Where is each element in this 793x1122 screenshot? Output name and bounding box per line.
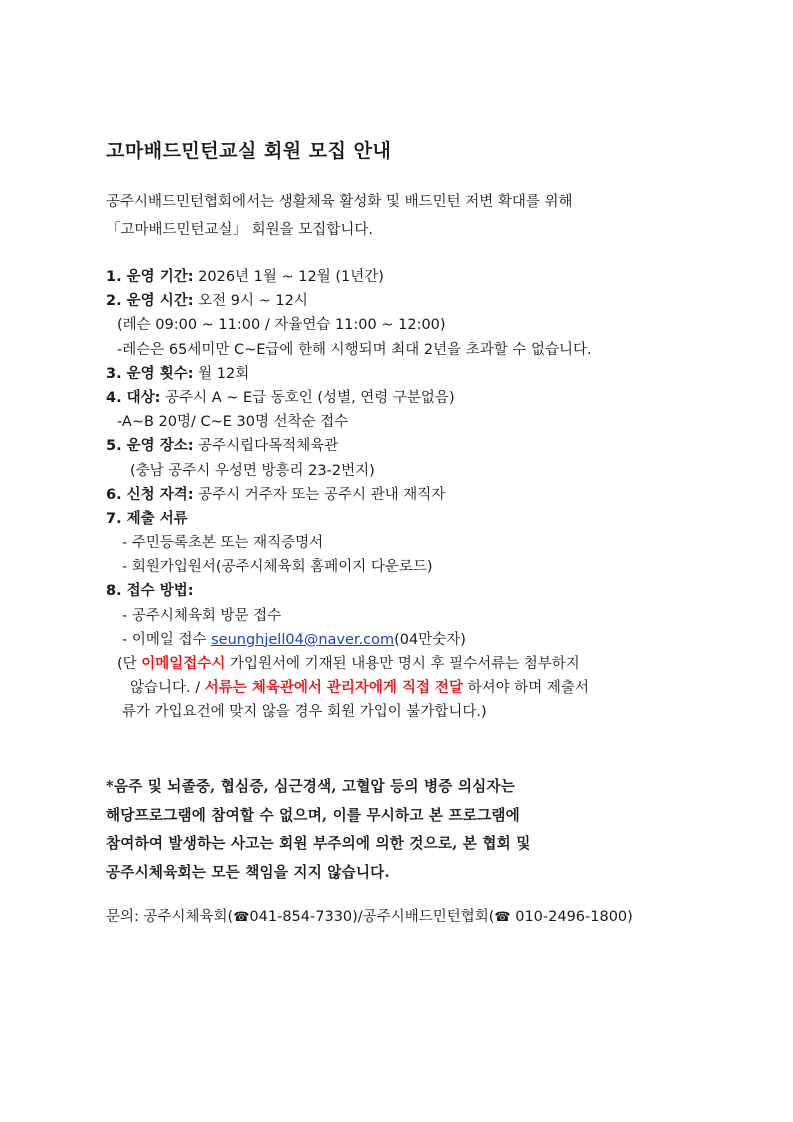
item-detail: - 회원가입원서(공주시체육회 홈페이지 다운로드)	[122, 559, 433, 576]
item-value: 공주시립다목적체육관	[193, 438, 339, 455]
warning-line-4: 공주시체육회는 모든 책임을 지지 않습니다.	[106, 863, 390, 881]
note-text: 않습니다. /	[130, 680, 205, 697]
item-documents: 7. 제출 서류	[106, 510, 188, 527]
note-open: (단	[117, 656, 142, 672]
note-text: 가입원서에 기재된 내용만 명시 후 필수서류는 첨부하지	[225, 656, 580, 672]
phone-number-badminton-association: 010-2496-1800	[510, 909, 628, 925]
warning-line-1: *음주 및 뇌졸중, 협심증, 심근경색, 고혈압 등의 병증 의심자는	[106, 778, 516, 795]
item-detail: - 주민등록초본 또는 재직증명서	[122, 535, 324, 552]
item-operation-period	[106, 265, 592, 289]
intro-line-1: 공주시배드민턴협회에서는 생활체육 활성화 및 배드민턴 저변 확대를 위해	[106, 194, 573, 210]
item-label: 2. 운영 시간:	[106, 293, 194, 310]
note-highlight-documents: 서류는 체육관에서 관리자에게 직접 전달	[204, 680, 464, 697]
email-suffix: (04만숫자)	[394, 631, 466, 648]
note-line-3: 류가 가입요건에 맞지 않을 경우 회원 가입이 불가합니다.)	[122, 704, 487, 721]
email-prefix: - 이메일 접수	[122, 631, 212, 648]
phone-number-sports-council: 041-854-7330	[249, 909, 353, 925]
item-value: 2026년 1월 ~ 12월 (1년간)	[193, 269, 384, 285]
item-target	[106, 386, 592, 410]
item-value: 공주시 A ~ E급 동호인 (성별, 연령 구분없음)	[160, 389, 455, 406]
item-operation-time	[106, 289, 592, 313]
intro-line-2: 「고마배드민턴교실」 회원을 모집합니다.	[106, 222, 373, 238]
item-value: 오전 9시 ~ 12시	[193, 293, 308, 310]
item-label: 5. 운영 장소:	[106, 438, 194, 455]
item-detail: (레슨 09:00 ~ 11:00 / 자율연습 11:00 ~ 12:00)	[117, 317, 446, 334]
page-title: 고마배드민턴교실 회원 모집 안내	[106, 140, 392, 162]
phone-icon: ☎	[233, 910, 250, 925]
item-detail: - 공주시체육회 방문 접수	[122, 607, 282, 624]
warning-line-3: 참여하여 발생하는 사고는 회원 부주의에 의한 것으로, 본 협회 및	[106, 835, 531, 852]
item-value: 공주시 거주자 또는 공주시 관내 재직자	[193, 486, 446, 503]
warning-line-2: 해당프로그램에 참여할 수 없으며, 이를 무시하고 본 프로그램에	[106, 806, 520, 824]
contact-suffix: )	[627, 909, 633, 925]
note-text: 하셔야 하며 제출서	[463, 680, 589, 697]
item-detail: (충남 공주시 우성면 방흥리 23-2번지)	[130, 462, 375, 479]
contact-middle: )/공주시배드민턴협회(	[352, 909, 495, 925]
item-label: 3. 운영 횟수:	[106, 365, 194, 382]
contact-info	[106, 905, 633, 926]
note-line-1	[106, 652, 592, 676]
item-location	[106, 434, 592, 458]
email-link[interactable]: seunghjell04@naver.com	[211, 631, 395, 648]
phone-icon: ☎	[494, 910, 511, 925]
item-label: 4. 대상:	[106, 389, 161, 406]
intro-paragraph	[106, 188, 572, 244]
note-line-2	[106, 676, 592, 700]
item-detail: -A~B 20명/ C~E 30명 선착순 접수	[117, 414, 349, 431]
note-highlight-email: 이메일접수시	[141, 656, 226, 672]
item-detail-email	[106, 628, 592, 652]
item-label: 6. 신청 자격:	[106, 486, 194, 503]
item-value: 월 12회	[193, 365, 250, 382]
item-operation-count	[106, 362, 592, 386]
item-eligibility	[106, 483, 592, 507]
item-label: 1. 운영 기간:	[106, 269, 194, 285]
health-warning	[106, 773, 531, 887]
info-list	[106, 265, 592, 725]
item-application-method: 8. 접수 방법:	[106, 583, 194, 600]
item-detail: -레슨은 65세미만 C~E급에 한해 시행되며 최대 2년을 초과할 수 없습니다.	[117, 341, 592, 358]
contact-prefix: 문의: 공주시체육회(	[106, 909, 234, 925]
